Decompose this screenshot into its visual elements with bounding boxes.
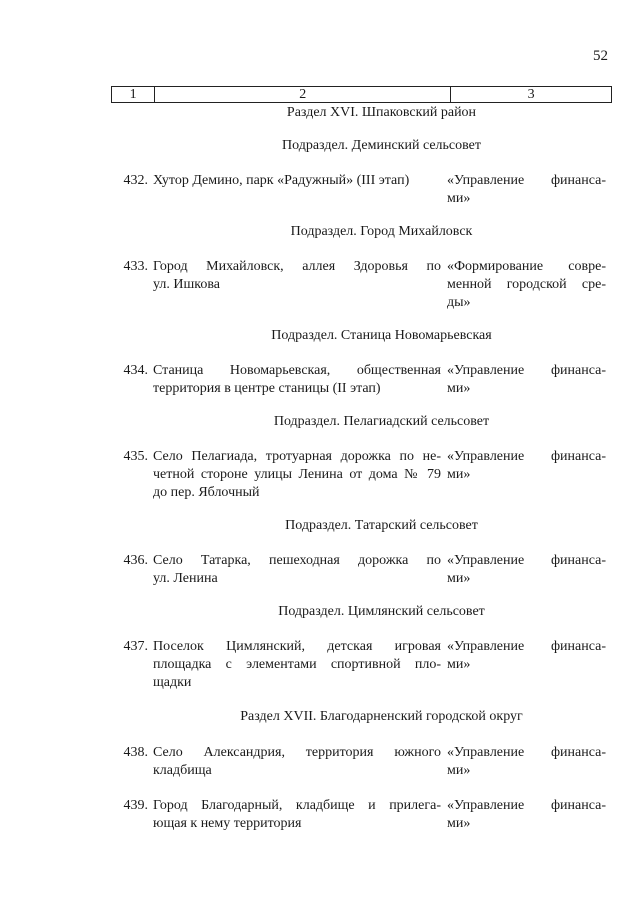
description-line: Село Александрия, территория южного bbox=[153, 745, 441, 760]
program-line: «Управление финанса- bbox=[447, 449, 606, 464]
description-line: ющая к нему территория bbox=[153, 816, 302, 831]
program-line: ми» bbox=[447, 381, 471, 396]
table-row bbox=[111, 552, 612, 588]
table-row bbox=[111, 172, 612, 208]
program-line: ми» bbox=[447, 467, 471, 482]
program-line: менной городской сре- bbox=[447, 277, 606, 292]
description-line: площадка с элементами спортивной пло- bbox=[153, 657, 441, 672]
row-number: 436. bbox=[123, 553, 148, 568]
description-line: ул. Ишкова bbox=[153, 277, 220, 292]
row-number: 433. bbox=[123, 259, 148, 274]
description-line: Город Благодарный, кладбище и прилега- bbox=[153, 798, 441, 813]
table-row bbox=[111, 797, 612, 833]
program-line: «Формирование совре- bbox=[447, 259, 606, 274]
description-line: Поселок Цимлянский, детская игровая bbox=[153, 639, 441, 654]
table-row bbox=[111, 744, 612, 780]
subsection-heading: Подраздел. Пелагиадский сельсовет bbox=[273, 414, 490, 429]
row-program bbox=[447, 172, 606, 208]
section-heading: Раздел XVI. Шпаковский район bbox=[286, 105, 477, 120]
row-number: 435. bbox=[123, 449, 148, 464]
program-line: «Управление финанса- bbox=[447, 553, 606, 568]
program-line: «Управление финанса- bbox=[447, 173, 606, 188]
description-line: территория в центре станицы (II этап) bbox=[153, 381, 381, 396]
table-row bbox=[111, 448, 612, 502]
row-program bbox=[447, 362, 606, 398]
row-number: 437. bbox=[123, 639, 148, 654]
description-line: щадки bbox=[153, 675, 192, 690]
program-line: ми» bbox=[447, 763, 471, 778]
program-line: ды» bbox=[447, 295, 471, 310]
subsection-heading: Подраздел. Деминский сельсовет bbox=[282, 138, 481, 153]
description-line: четной стороне улицы Ленина от дома № 79 bbox=[153, 467, 441, 482]
program-line: «Управление финанса- bbox=[447, 639, 606, 654]
table-row bbox=[111, 258, 612, 312]
program-line: «Управление финанса- bbox=[447, 798, 606, 813]
description-line: Станица Новомарьевская, общественная bbox=[153, 363, 441, 378]
description-line: ул. Ленина bbox=[153, 571, 218, 586]
row-description bbox=[153, 744, 447, 780]
row-program bbox=[447, 638, 606, 692]
row-number: 432. bbox=[123, 173, 148, 188]
column-header-3: 3 bbox=[451, 87, 612, 103]
row-number: 439. bbox=[123, 798, 148, 813]
table-row bbox=[111, 638, 612, 692]
subsection-heading: Подраздел. Татарский сельсовет bbox=[285, 518, 478, 533]
description-line: до пер. Яблочный bbox=[153, 485, 260, 500]
document-content bbox=[111, 102, 612, 833]
subsection-heading: Подраздел. Город Михайловск bbox=[290, 224, 473, 239]
program-line: ми» bbox=[447, 657, 471, 672]
row-description bbox=[153, 638, 447, 692]
row-description bbox=[153, 362, 447, 398]
description-line: Село Татарка, пешеходная дорожка по bbox=[153, 553, 441, 568]
column-header-table bbox=[111, 86, 612, 103]
row-program bbox=[447, 797, 606, 833]
row-description bbox=[153, 797, 447, 833]
row-program bbox=[447, 552, 606, 588]
program-line: ми» bbox=[447, 816, 471, 831]
description-line: Город Михайловск, аллея Здоровья по bbox=[153, 259, 441, 274]
description-line: Хутор Демино, парк «Радужный» (III этап) bbox=[153, 173, 410, 188]
row-description bbox=[153, 172, 447, 208]
column-header-1: 1 bbox=[112, 87, 155, 103]
page-number: 52 bbox=[593, 48, 608, 64]
subsection-heading: Подраздел. Цимлянский сельсовет bbox=[278, 604, 485, 619]
row-description bbox=[153, 448, 447, 502]
table-row bbox=[111, 362, 612, 398]
program-line: «Управление финанса- bbox=[447, 745, 606, 760]
row-number: 434. bbox=[123, 363, 148, 378]
row-program bbox=[447, 448, 606, 502]
program-line: ми» bbox=[447, 191, 471, 206]
section-heading: Раздел XVII. Благодарненский городской округ bbox=[240, 709, 523, 724]
row-program bbox=[447, 258, 606, 312]
description-line: кладбища bbox=[153, 763, 212, 778]
row-description bbox=[153, 552, 447, 588]
row-description bbox=[153, 258, 447, 312]
column-header-2: 2 bbox=[155, 87, 451, 103]
row-program bbox=[447, 744, 606, 780]
subsection-heading: Подраздел. Станица Новомарьевская bbox=[271, 328, 492, 343]
description-line: Село Пелагиада, тротуарная дорожка по не- bbox=[153, 449, 441, 464]
program-line: ми» bbox=[447, 571, 471, 586]
row-number: 438. bbox=[123, 745, 148, 760]
column-header-row bbox=[112, 87, 612, 103]
program-line: «Управление финанса- bbox=[447, 363, 606, 378]
